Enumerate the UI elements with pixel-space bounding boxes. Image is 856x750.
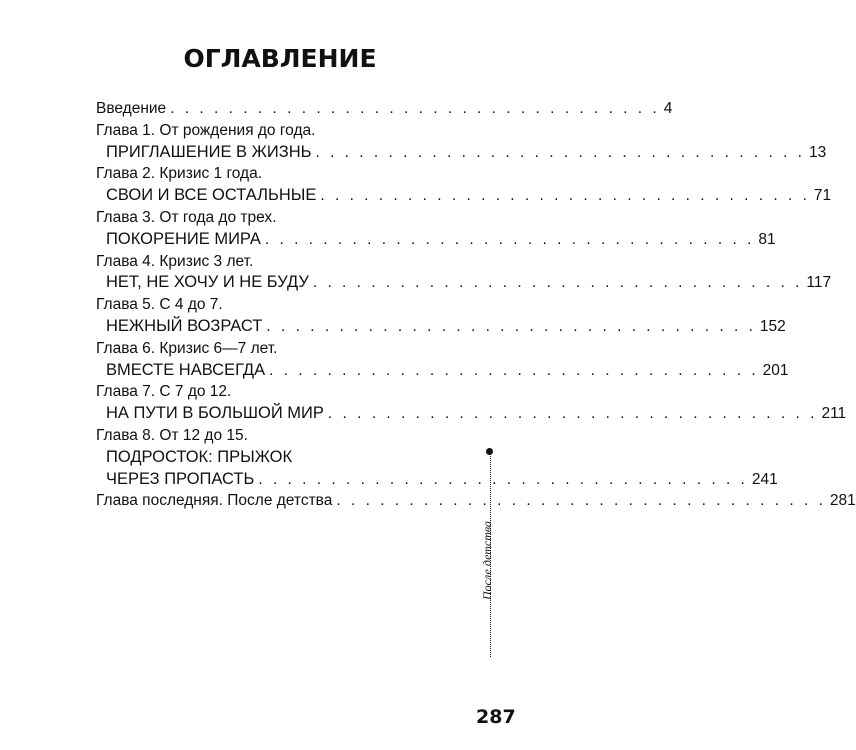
toc-page-number: 4	[663, 100, 673, 117]
toc-entry-chapter-3[interactable]	[96, 229, 776, 251]
toc-entry-text: ПОКОРЕНИЕ МИРА	[106, 229, 261, 248]
toc-entry-text: НА ПУТИ В БОЛЬШОЙ МИР	[106, 404, 324, 423]
toc-entry-text: Глава 5. С 4 до 7.	[96, 296, 223, 314]
table-of-contents	[96, 98, 856, 512]
toc-leader-dots: . . . . . . . . . . . . . . . . . . . . . . . . . . . . . . . . . .	[336, 492, 826, 510]
toc-chapter-heading	[96, 338, 456, 360]
toc-entry-final-chapter[interactable]	[96, 490, 856, 512]
toc-chapter-heading	[96, 381, 456, 403]
toc-chapter-heading	[96, 294, 456, 316]
toc-entry-text: СВОИ И ВСЕ ОСТАЛЬНЫЕ	[106, 186, 317, 205]
toc-entry-text: Введение	[96, 100, 167, 117]
toc-page-number: 13	[808, 143, 827, 161]
toc-entry-text: ВМЕСТЕ НАВСЕГДА	[106, 360, 266, 379]
toc-entry-text: Глава 8. От 12 до 15.	[96, 426, 248, 444]
running-head: После детства	[480, 520, 494, 600]
toc-page-number: 281	[829, 492, 856, 510]
toc-entry-chapter-6[interactable]	[96, 360, 789, 382]
toc-entry-text: ПОДРОСТОК: ПРЫЖОК	[106, 447, 293, 466]
toc-page-number: 117	[806, 274, 832, 292]
toc-leader-dots: . . . . . . . . . . . . . . . . . . . . . . . . . . . . . . . . . .	[269, 361, 759, 379]
toc-chapter-heading	[96, 425, 456, 447]
toc-entry-text: Глава 2. Кризис 1 года.	[96, 165, 263, 183]
toc-chapter-heading	[96, 207, 456, 229]
toc-entry-text: ПРИГЛАШЕНИЕ В ЖИЗНЬ	[106, 142, 312, 161]
toc-leader-dots: . . . . . . . . . . . . . . . . . . . . . . . . . . . . . . . . . .	[264, 230, 755, 248]
toc-leader-dots: . . . . . . . . . . . . . . . . . . . . . . . . . . . . . . . . . .	[327, 405, 818, 423]
toc-entry-chapter-7[interactable]	[96, 403, 847, 425]
toc-entry-chapter-8-line1[interactable]	[96, 447, 456, 469]
toc-entry-text: ЧЕРЕЗ ПРОПАСТЬ	[106, 469, 255, 488]
toc-page-number: 241	[751, 470, 778, 488]
toc-chapter-heading	[96, 120, 456, 142]
toc-entry-chapter-4[interactable]	[96, 272, 832, 294]
toc-entry-text: Глава 4. Кризис 3 лет.	[96, 252, 254, 270]
toc-entry-text: Глава 7. С 7 до 12.	[96, 383, 232, 401]
page-title: ОГЛАВЛЕНИЕ	[183, 44, 377, 73]
toc-leader-dots: . . . . . . . . . . . . . . . . . . . . . . . . . . . . . . . . . .	[170, 100, 660, 117]
toc-page-number: 152	[759, 317, 786, 335]
toc-entry-chapter-1[interactable]	[96, 142, 827, 164]
toc-entry-chapter-8[interactable]	[96, 469, 778, 491]
toc-leader-dots: . . . . . . . . . . . . . . . . . . . . . . . . . . . . . . . . . .	[320, 187, 810, 205]
page-number: 287	[476, 706, 516, 728]
toc-page-number: 201	[762, 361, 789, 379]
toc-page-number: 71	[813, 187, 832, 205]
toc-entry-text: Глава 3. От года до трех.	[96, 208, 277, 226]
toc-leader-dots: . . . . . . . . . . . . . . . . . . . . . . . . . . . . . . . . . .	[312, 274, 803, 292]
toc-entry-text: Глава 6. Кризис 6—7 лет.	[96, 339, 278, 357]
toc-entry-text: НЕТ, НЕ ХОЧУ И НЕ БУДУ	[106, 273, 309, 292]
toc-entry-text: НЕЖНЫЙ ВОЗРАСТ	[106, 316, 263, 335]
toc-entry-chapter-5[interactable]	[96, 316, 786, 338]
toc-leader-dots: . . . . . . . . . . . . . . . . . . . . . . . . . . . . . . . . . .	[266, 317, 756, 335]
toc-entry-introduction[interactable]	[96, 98, 673, 120]
toc-chapter-heading	[96, 163, 456, 185]
toc-leader-dots: . . . . . . . . . . . . . . . . . . . . . . . . . . . . . . . . . .	[315, 143, 805, 161]
toc-entry-text: Глава 1. От рождения до года.	[96, 121, 316, 139]
toc-entry-chapter-2[interactable]	[96, 185, 832, 207]
toc-entry-text: Глава последняя. После детства	[96, 492, 333, 510]
toc-page-number: 211	[821, 405, 847, 423]
toc-page-number: 81	[758, 230, 776, 248]
toc-chapter-heading	[96, 251, 456, 273]
toc-leader-dots: . . . . . . . . . . . . . . . . . . . . . . . . . . . . . . . . . .	[258, 470, 748, 488]
